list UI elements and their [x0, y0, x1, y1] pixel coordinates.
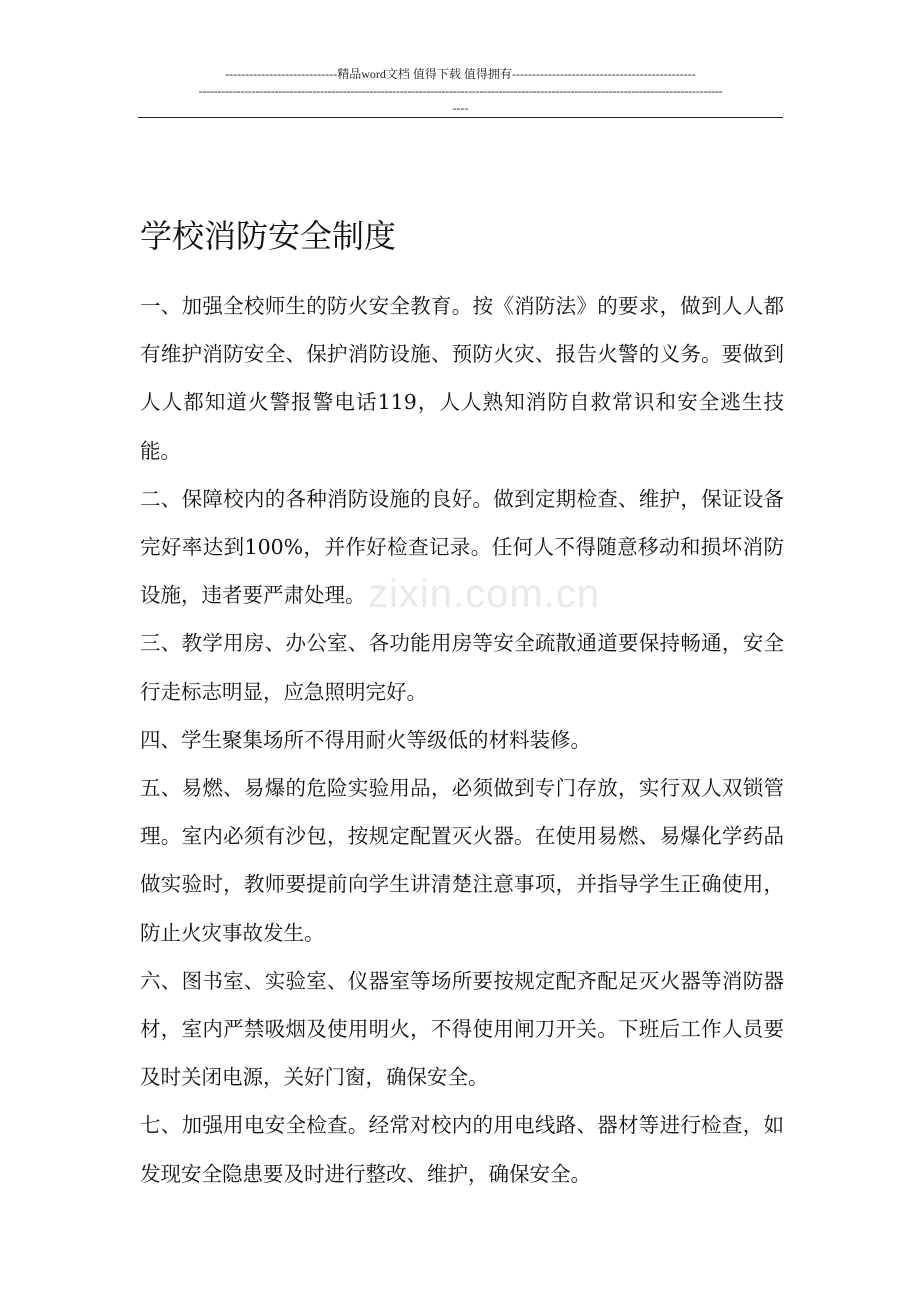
document-body	[140, 282, 784, 1198]
header-dashed-line: ------------------------------------------------------------------------------------------------------------------------------------------	[198, 84, 723, 98]
paragraph-4: 四、学生聚集场所不得用耐火等级低的材料装修。	[140, 727, 591, 752]
paragraph-5: 五、易燃、易爆的危险实验用品，必须做到专门存放，实行双人双锁管理。室内必须有沙包，按规定配置灭火器。在使用易燃、易爆化学药品做实验时，教师要提前向学生讲清楚注意事项，并指导学生正确使用，防止火灾事故发生。	[140, 776, 784, 945]
watermark: zixin.com.cn	[368, 572, 601, 616]
document-title: 学校消防安全制度	[140, 217, 397, 255]
header-rule	[138, 117, 783, 118]
paragraph-1: 一、加强全校师生的防火安全教育。按《消防法》的要求，做到人人都有维护消防安全、保护消防设施、预防火灾、报告火警的义务。要做到人人都知道火警报警电话119，人人熟知消防自救常识和安全逃生技能。	[140, 294, 784, 463]
paragraph-7: 七、加强用电安全检查。经常对校内的用电线路、器材等进行检查，如发现安全隐患要及时进行整改、维护，确保安全。	[140, 1113, 784, 1186]
header-dashed-tail: ----	[452, 101, 469, 115]
paragraph-6: 六、图书室、实验室、仪器室等场所要按规定配齐配足灭火器等消防器材，室内严禁吸烟及使用明火，不得使用闸刀开关。下班后工作人员要及时关闭电源，关好门窗，确保安全。	[140, 968, 784, 1090]
header-banner-text: ----------------------------精品word文档 值得下载 值得拥有----------------------------------------------	[225, 67, 696, 81]
page-header	[138, 66, 783, 117]
paragraph-3: 三、教学用房、办公室、各功能用房等安全疏散通道要保持畅通，安全行走标志明显，应急照明完好。	[140, 631, 784, 704]
paragraph-2: 二、保障校内的各种消防设施的良好。做到定期检查、维护，保证设备完好率达到100%，并作好检查记录。任何人不得随意移动和损坏消防设施，违者要严肃处理。	[140, 486, 784, 608]
